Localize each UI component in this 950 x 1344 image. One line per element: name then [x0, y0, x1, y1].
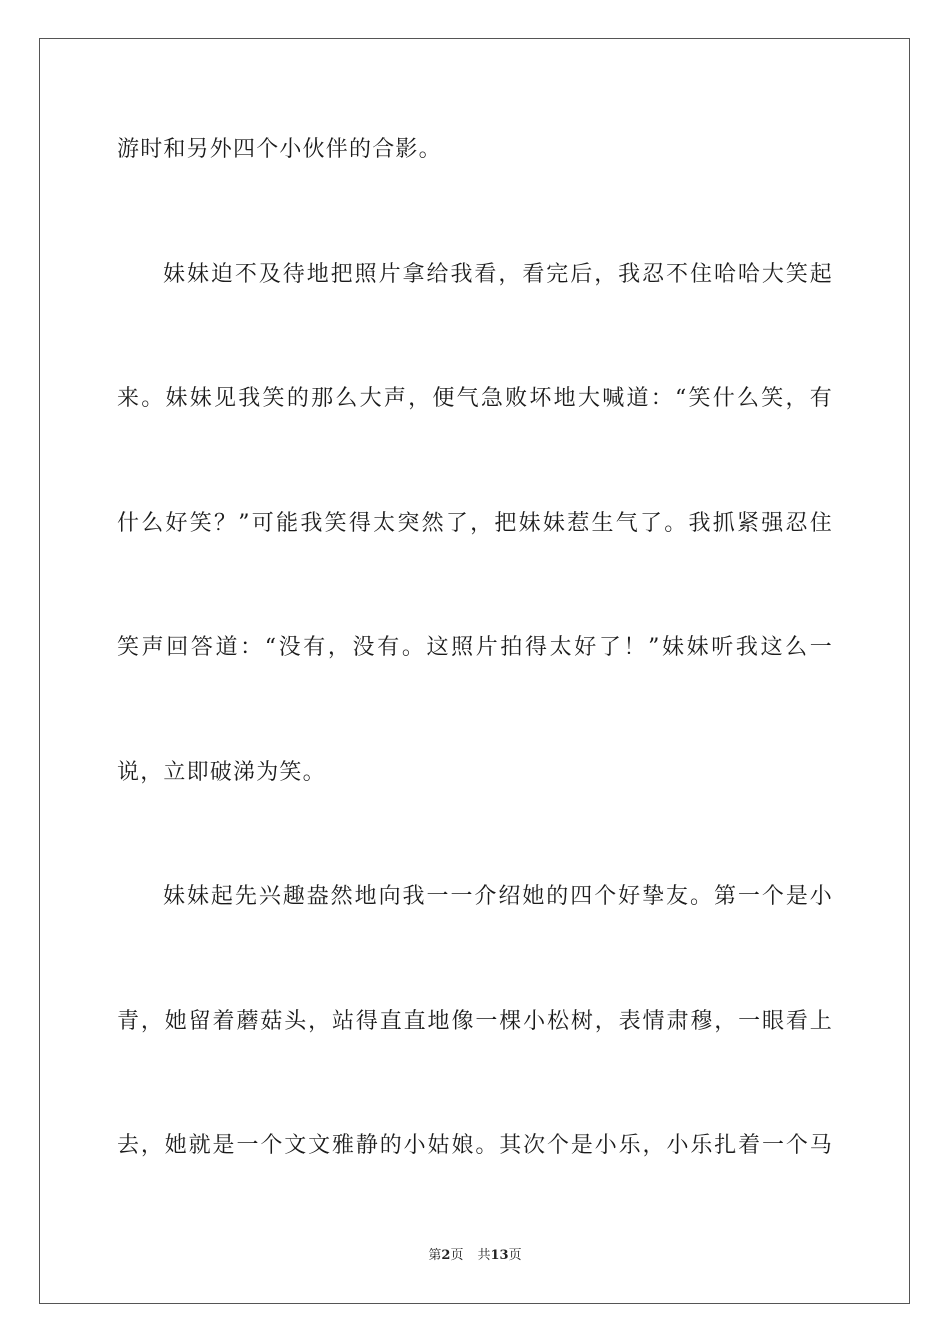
page-footer: [0, 1247, 950, 1265]
text-line-5: 笑声回答道：“没有，没有。这照片拍得太好了！”妹妹听我这么一: [117, 635, 833, 660]
text-line-4: 什么好笑？”可能我笑得太突然了，把妹妹惹生气了。我抓紧强忍住: [117, 511, 833, 536]
text-line-6: 说，立即破涕为笑。: [117, 760, 326, 785]
text-line-7: 妹妹起先兴趣盎然地向我一一介绍她的四个好挚友。第一个是小: [163, 884, 833, 909]
text-line-1: 游时和另外四个小伙伴的合影。: [117, 137, 442, 162]
footer-total-prefix: 共: [477, 1248, 491, 1263]
text-line-3: 来。妹妹见我笑的那么大声，便气急败坏地大喊道：“笑什么笑，有: [117, 386, 833, 411]
footer-page-number: 2: [441, 1248, 451, 1263]
page-border: [39, 38, 910, 1304]
text-line-9: 去，她就是一个文文雅静的小姑娘。其次个是小乐，小乐扎着一个马: [117, 1133, 833, 1158]
text-line-2: 妹妹迫不及待地把照片拿给我看，看完后，我忍不住哈哈大笑起: [163, 262, 833, 287]
footer-page-suffix: 页: [450, 1248, 464, 1263]
text-line-8: 青，她留着蘑菇头，站得直直地像一棵小松树，表情肃穆，一眼看上: [117, 1009, 833, 1034]
footer-total-suffix: 页: [508, 1248, 522, 1263]
footer-page-prefix: 第: [428, 1248, 442, 1263]
footer-total-number: 13: [490, 1248, 509, 1263]
